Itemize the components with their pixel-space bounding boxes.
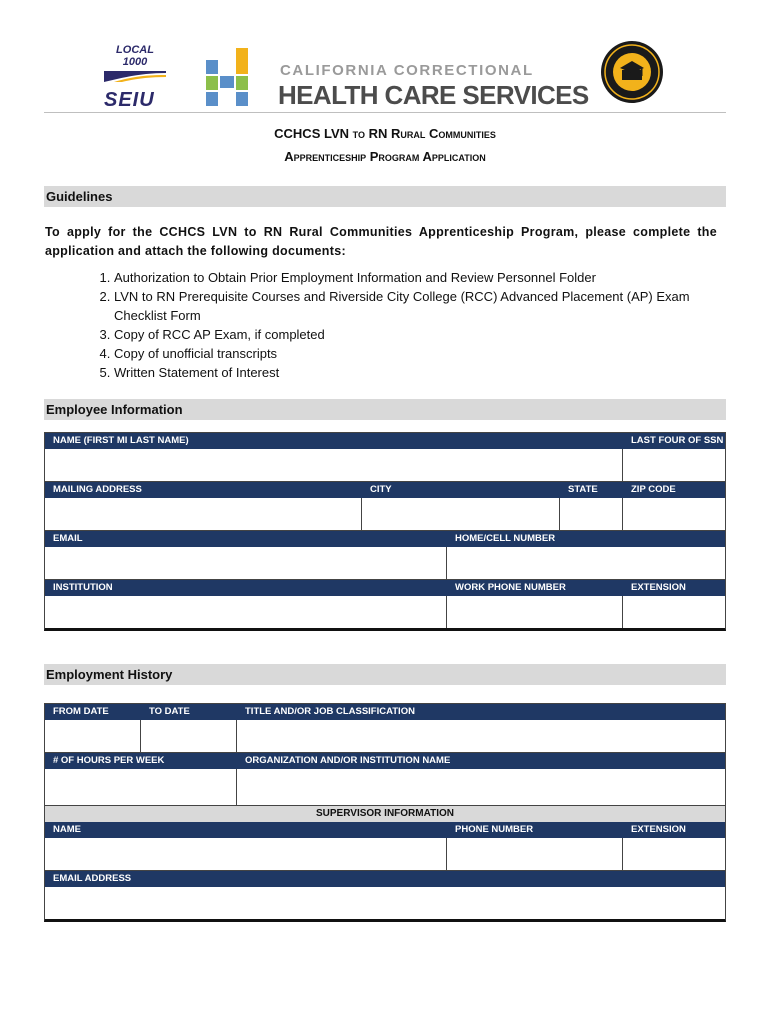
to-date-field[interactable] <box>141 720 237 752</box>
address-label: MAILING ADDRESS <box>53 484 142 495</box>
supervisor-email-field[interactable] <box>45 887 725 919</box>
state-field[interactable] <box>560 498 623 530</box>
supervisor-email-label: EMAIL ADDRESS <box>53 873 132 884</box>
employee-info-heading: Employee Information <box>44 399 726 420</box>
extension-label: EXTENSION <box>631 582 686 593</box>
hours-label: # OF HOURS PER WEEK <box>53 755 165 766</box>
guidelines-intro: To apply for the CCHCS LVN to RN Rural Communities Apprenticeship Program, please complete the application and attach the following documents: <box>45 225 717 258</box>
list-item: 4. Copy of unofficial transcripts <box>114 344 714 363</box>
cchcs-h-logo-icon <box>206 48 248 106</box>
work-phone-field[interactable] <box>447 596 623 628</box>
to-date-label: TO DATE <box>149 706 190 717</box>
state-label: STATE <box>568 484 598 495</box>
email-field[interactable] <box>45 547 447 579</box>
extension-field[interactable] <box>623 596 725 628</box>
employee-info-form <box>44 432 726 631</box>
organization-field[interactable] <box>237 769 725 805</box>
supervisor-extension-label: EXTENSION <box>631 824 686 835</box>
from-date-field[interactable] <box>45 720 141 752</box>
supervisor-extension-field[interactable] <box>623 838 725 870</box>
institution-field[interactable] <box>45 596 447 628</box>
list-item: 3. Copy of RCC AP Exam, if completed <box>114 325 714 344</box>
hours-field[interactable] <box>45 769 237 805</box>
ssn-label: LAST FOUR OF SSN <box>631 435 724 446</box>
page-header <box>44 40 726 113</box>
supervisor-phone-field[interactable] <box>447 838 623 870</box>
city-field[interactable] <box>362 498 560 530</box>
supervisor-name-field[interactable] <box>45 838 447 870</box>
list-item: 1. Authorization to Obtain Prior Employment Information and Review Personnel Folder <box>114 268 714 287</box>
institution-label: INSTITUTION <box>53 582 113 593</box>
supervisor-info-heading: SUPERVISOR INFORMATION <box>45 806 725 822</box>
home-cell-label: HOME/CELL NUMBER <box>455 533 556 544</box>
from-date-label: FROM DATE <box>53 706 109 717</box>
work-phone-label: WORK PHONE NUMBER <box>455 582 566 593</box>
supervisor-phone-label: PHONE NUMBER <box>455 824 534 835</box>
job-title-field[interactable] <box>237 720 725 752</box>
city-label: CITY <box>370 484 392 495</box>
guidelines-heading: Guidelines <box>44 186 726 207</box>
email-label: EMAIL <box>53 533 83 544</box>
zip-field[interactable] <box>623 498 725 530</box>
ssn-field[interactable] <box>623 449 725 481</box>
organization-label: ORGANIZATION AND/OR INSTITUTION NAME <box>245 755 451 766</box>
required-documents-list <box>90 268 714 382</box>
name-label: NAME (FIRST MI LAST NAME) <box>53 435 189 446</box>
list-item: 5. Written Statement of Interest <box>114 363 714 382</box>
form-title-line1: CCHCS LVN to RN Rural Communities <box>274 126 496 141</box>
riverside-college-seal-icon <box>600 40 664 104</box>
seiu-logo: LOCAL 1000 SEIU <box>104 44 166 112</box>
name-field[interactable] <box>45 449 623 481</box>
form-title-line2: Apprenticeship Program Application <box>284 149 486 164</box>
list-item: 2. LVN to RN Prerequisite Courses and Riverside City College (RCC) Advanced Placement (AP) Exam Checklist Form <box>114 287 714 325</box>
zip-label: ZIP CODE <box>631 484 676 495</box>
org-name-line1: CALIFORNIA CORRECTIONAL <box>280 62 534 79</box>
seiu-swoosh-icon <box>104 69 166 83</box>
employment-history-form <box>44 703 726 922</box>
employment-history-heading: Employment History <box>44 664 726 685</box>
org-name-line2: HEALTH CARE SERVICES <box>278 80 589 110</box>
job-title-label: TITLE AND/OR JOB CLASSIFICATION <box>245 706 415 717</box>
supervisor-name-label: NAME <box>53 824 81 835</box>
home-cell-field[interactable] <box>447 547 725 579</box>
address-field[interactable] <box>45 498 362 530</box>
